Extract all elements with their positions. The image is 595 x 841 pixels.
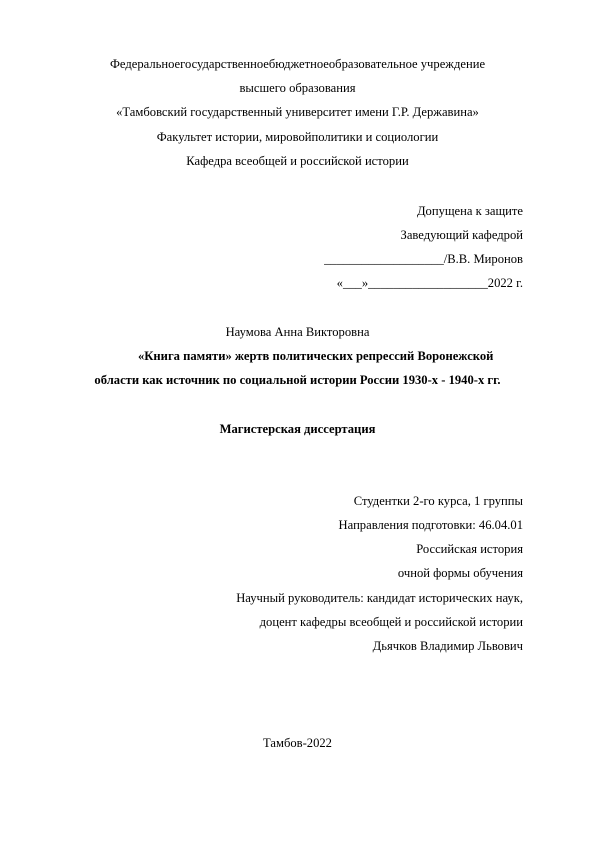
header-line-ministry: Федеральноегосударственноебюджетноеобразовательное учреждение [109, 57, 486, 71]
city-year: Тамбов-2022 [263, 736, 332, 750]
header-line-department: Кафедра всеобщей и российской истории [186, 154, 409, 168]
author-name: Наумова Анна Викторовна [225, 325, 370, 339]
approval-admitted: Допущена к защите [416, 204, 523, 218]
supervisor-name: Дьячков Владимир Львович [372, 639, 523, 653]
approval-head-of-department: Заведующий кафедрой [400, 228, 523, 242]
header-line-faculty: Факультет истории, мировойполитики и социологии [156, 130, 439, 144]
header-line-education-level: высшего образования [239, 81, 356, 95]
student-study-form: очной формы обучения [397, 566, 523, 580]
approval-signature-line: ___________________/В.В. Миронов [324, 252, 523, 266]
supervisor-position: доцент кафедры всеобщей и российской истории [259, 615, 523, 629]
thesis-title-line1: «Книга памяти» жертв политических репрессий Воронежской [138, 349, 494, 363]
student-course: Студентки 2-го курса, 1 группы [353, 494, 523, 508]
approval-date-line: «___»___________________2022 г. [336, 276, 523, 290]
student-program: Российская история [416, 542, 523, 556]
header-line-university: «Тамбовский государственный университет имени Г.Р. Державина» [116, 105, 479, 119]
supervisor-degree: Научный руководитель: кандидат исторических наук, [236, 591, 523, 605]
work-type: Магистерская диссертация [219, 422, 376, 436]
thesis-title-line2: области как источник по социальной истории России 1930-х - 1940-х гг. [94, 373, 501, 387]
student-direction: Направления подготовки: 46.04.01 [338, 518, 523, 532]
